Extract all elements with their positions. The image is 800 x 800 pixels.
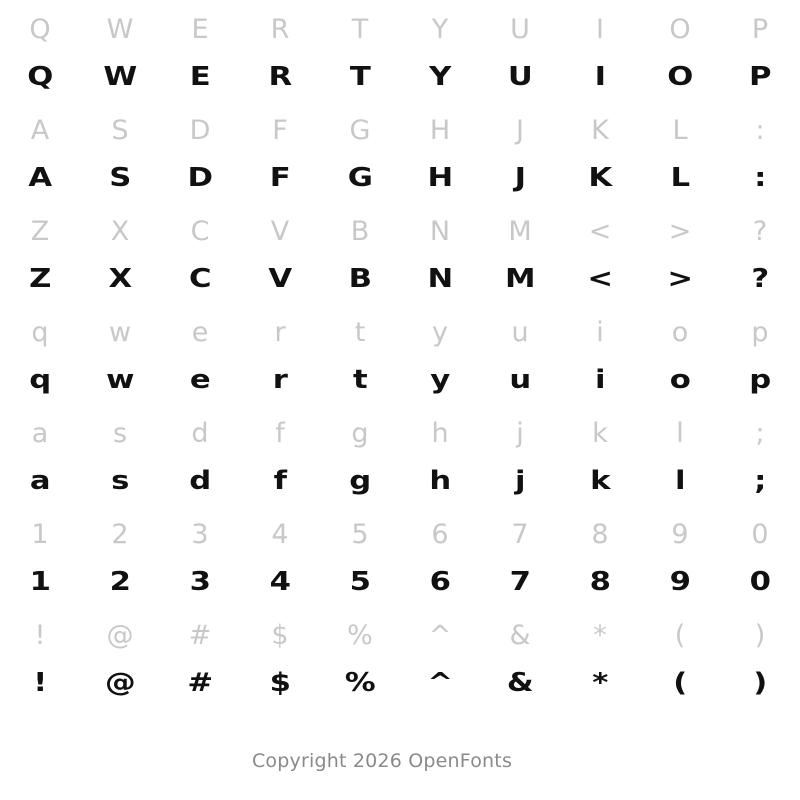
reference-glyph: 0 xyxy=(751,519,769,550)
reference-row xyxy=(0,4,800,54)
sample-glyph: R xyxy=(268,62,292,92)
reference-glyph: 4 xyxy=(271,519,289,550)
reference-glyph: V xyxy=(270,216,290,247)
reference-glyph: % xyxy=(347,620,373,651)
reference-glyph: $ xyxy=(271,620,289,651)
sample-glyph: L xyxy=(670,163,690,193)
sample-row xyxy=(0,458,800,509)
reference-row xyxy=(0,408,800,458)
sample-glyph: ! xyxy=(33,668,47,698)
sample-glyph: l xyxy=(675,466,685,496)
reference-glyph: A xyxy=(30,115,50,146)
reference-glyph: C xyxy=(190,216,210,247)
sample-glyph: ; xyxy=(754,466,766,496)
sample-glyph: 5 xyxy=(349,567,371,597)
sample-glyph: H xyxy=(427,163,453,193)
reference-glyph: N xyxy=(429,216,451,247)
reference-glyph: O xyxy=(669,14,691,45)
reference-glyph: ) xyxy=(754,620,766,651)
reference-glyph: d xyxy=(191,418,209,449)
reference-glyph: 8 xyxy=(591,519,609,550)
reference-glyph: T xyxy=(351,14,369,45)
reference-glyph: ! xyxy=(34,620,46,651)
reference-glyph: ( xyxy=(674,620,686,651)
reference-glyph: y xyxy=(432,317,448,348)
sample-glyph: k xyxy=(590,466,610,496)
sample-glyph: 7 xyxy=(509,567,531,597)
sample-glyph: 1 xyxy=(29,567,51,597)
sample-glyph: 0 xyxy=(749,567,771,597)
reference-glyph: < xyxy=(588,216,612,247)
reference-glyph: 9 xyxy=(671,519,689,550)
sample-glyph: e xyxy=(189,365,211,395)
reference-glyph: F xyxy=(272,115,288,146)
sample-row xyxy=(0,54,800,105)
sample-glyph: * xyxy=(592,668,608,698)
sample-row xyxy=(0,559,800,610)
sample-glyph: M xyxy=(505,264,535,294)
sample-row xyxy=(0,256,800,307)
sample-glyph: s xyxy=(111,466,129,496)
reference-glyph: & xyxy=(509,620,531,651)
sample-glyph: C xyxy=(189,264,211,294)
reference-glyph: t xyxy=(354,317,366,348)
reference-glyph: S xyxy=(111,115,129,146)
reference-glyph: M xyxy=(508,216,532,247)
sample-glyph: f xyxy=(273,466,287,496)
sample-glyph: d xyxy=(189,466,211,496)
reference-glyph: U xyxy=(510,14,530,45)
sample-glyph: Q xyxy=(27,62,53,92)
reference-glyph: r xyxy=(274,317,286,348)
reference-row xyxy=(0,105,800,155)
sample-glyph: i xyxy=(595,365,605,395)
sample-glyph: & xyxy=(506,668,534,698)
sample-glyph: 6 xyxy=(429,567,451,597)
reference-glyph: i xyxy=(596,317,604,348)
sample-glyph: F xyxy=(269,163,291,193)
reference-glyph: : xyxy=(755,115,765,146)
reference-row xyxy=(0,307,800,357)
sample-glyph: ? xyxy=(751,264,769,294)
reference-glyph: h xyxy=(431,418,449,449)
sample-glyph: r xyxy=(272,365,288,395)
sample-glyph: $ xyxy=(269,668,291,698)
sample-row xyxy=(0,660,800,711)
reference-glyph: P xyxy=(751,14,769,45)
reference-row xyxy=(0,206,800,256)
reference-glyph: u xyxy=(511,317,529,348)
sample-glyph: T xyxy=(349,62,371,92)
reference-glyph: * xyxy=(593,620,607,651)
sample-glyph: p xyxy=(749,365,771,395)
reference-glyph: E xyxy=(191,14,209,45)
reference-glyph: 7 xyxy=(511,519,529,550)
sample-row xyxy=(0,357,800,408)
reference-glyph: 5 xyxy=(351,519,369,550)
reference-glyph: ; xyxy=(755,418,765,449)
reference-glyph: l xyxy=(676,418,684,449)
sample-glyph: a xyxy=(29,466,51,496)
sample-glyph: P xyxy=(749,62,771,92)
reference-glyph: G xyxy=(349,115,371,146)
reference-row xyxy=(0,509,800,559)
reference-glyph: K xyxy=(591,115,609,146)
sample-glyph: q xyxy=(29,365,51,395)
sample-row xyxy=(0,155,800,206)
reference-glyph: # xyxy=(188,620,212,651)
sample-glyph: @ xyxy=(104,668,136,698)
reference-glyph: s xyxy=(112,418,128,449)
sample-glyph: G xyxy=(347,163,373,193)
sample-glyph: Y xyxy=(429,62,451,92)
reference-glyph: Q xyxy=(29,14,51,45)
reference-glyph: ? xyxy=(752,216,768,247)
reference-glyph: Y xyxy=(431,14,449,45)
reference-glyph: e xyxy=(191,317,209,348)
reference-glyph: 3 xyxy=(191,519,209,550)
reference-glyph: 6 xyxy=(431,519,449,550)
reference-glyph: > xyxy=(668,216,692,247)
reference-glyph: f xyxy=(275,418,285,449)
sample-glyph: V xyxy=(268,264,292,294)
sample-glyph: ^ xyxy=(427,668,453,698)
sample-glyph: S xyxy=(109,163,131,193)
reference-glyph: 1 xyxy=(31,519,49,550)
reference-glyph: D xyxy=(189,115,211,146)
reference-glyph: H xyxy=(429,115,451,146)
sample-glyph: W xyxy=(103,62,137,92)
sample-glyph: t xyxy=(352,365,368,395)
sample-glyph: ( xyxy=(673,668,687,698)
sample-glyph: U xyxy=(507,62,533,92)
sample-glyph: 2 xyxy=(109,567,131,597)
copyright-notice: Copyright 2026 OpenFonts xyxy=(251,750,513,772)
sample-glyph: N xyxy=(427,264,453,294)
reference-glyph: w xyxy=(108,317,132,348)
reference-glyph: J xyxy=(516,115,524,146)
sample-glyph: o xyxy=(669,365,691,395)
sample-glyph: 3 xyxy=(189,567,211,597)
reference-glyph: o xyxy=(671,317,689,348)
sample-glyph: ) xyxy=(753,668,767,698)
reference-glyph: B xyxy=(350,216,370,247)
reference-glyph: X xyxy=(110,216,130,247)
reference-glyph: @ xyxy=(106,620,134,651)
sample-glyph: Z xyxy=(29,264,51,294)
reference-glyph: ^ xyxy=(428,620,452,651)
sample-glyph: K xyxy=(588,163,612,193)
sample-glyph: A xyxy=(28,163,52,193)
sample-glyph: X xyxy=(108,264,132,294)
sample-glyph: D xyxy=(187,163,213,193)
reference-glyph: a xyxy=(31,418,49,449)
reference-glyph: q xyxy=(31,317,49,348)
reference-glyph: I xyxy=(596,14,604,45)
sample-glyph: J xyxy=(514,163,526,193)
sample-glyph: y xyxy=(430,365,450,395)
sample-glyph: j xyxy=(515,466,525,496)
reference-glyph: k xyxy=(592,418,608,449)
sample-glyph: g xyxy=(349,466,371,496)
reference-glyph: p xyxy=(751,317,769,348)
reference-row xyxy=(0,610,800,660)
reference-glyph: g xyxy=(351,418,369,449)
sample-glyph: I xyxy=(594,62,606,92)
sample-glyph: < xyxy=(587,264,613,294)
sample-glyph: h xyxy=(429,466,451,496)
sample-glyph: w xyxy=(106,365,134,395)
sample-glyph: 9 xyxy=(669,567,691,597)
reference-glyph: W xyxy=(106,14,134,45)
sample-glyph: 4 xyxy=(269,567,291,597)
sample-glyph: E xyxy=(189,62,211,92)
reference-glyph: R xyxy=(270,14,290,45)
sample-glyph: O xyxy=(667,62,693,92)
reference-glyph: Z xyxy=(30,216,50,247)
reference-glyph: L xyxy=(672,115,688,146)
sample-glyph: B xyxy=(348,264,372,294)
reference-glyph: j xyxy=(516,418,524,449)
sample-glyph: # xyxy=(187,668,213,698)
reference-glyph: 2 xyxy=(111,519,129,550)
sample-glyph: % xyxy=(344,668,376,698)
sample-glyph: u xyxy=(509,365,531,395)
sample-glyph: : xyxy=(754,163,766,193)
sample-glyph: 8 xyxy=(589,567,611,597)
sample-glyph: > xyxy=(667,264,693,294)
